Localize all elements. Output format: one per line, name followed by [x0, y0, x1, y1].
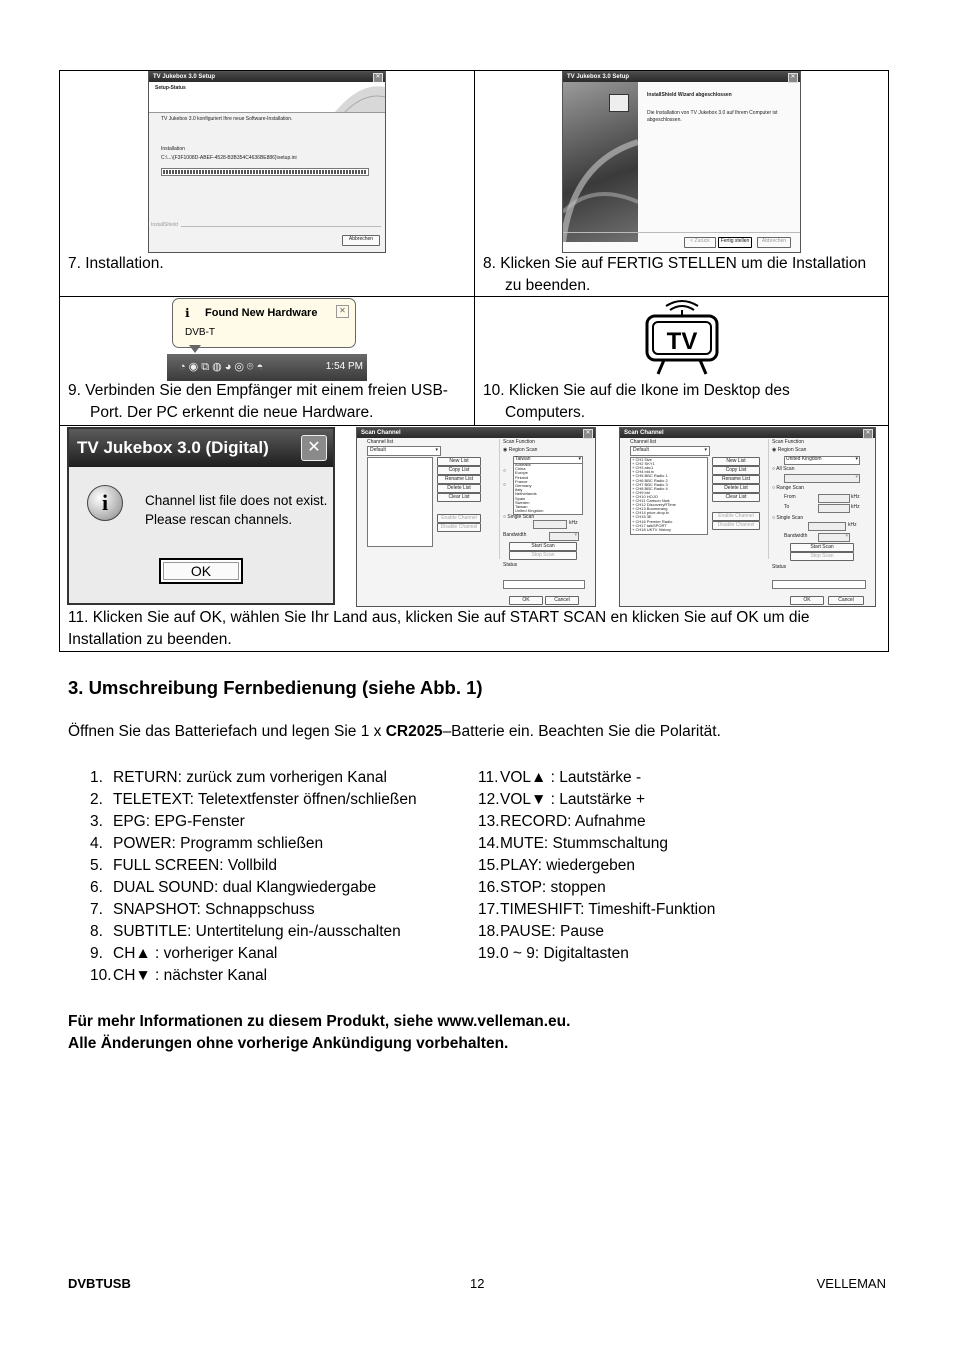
country-select[interactable]: United Kingdom ▾ — [784, 456, 860, 465]
list-item — [478, 811, 715, 833]
list-item — [90, 921, 417, 943]
item-number: 2. — [90, 791, 103, 808]
info-icon: ℹ — [185, 306, 190, 320]
tv-icon — [644, 298, 720, 378]
window-titlebar: Scan Channel ✕ — [620, 428, 875, 438]
start-scan-button[interactable]: Start Scan — [509, 542, 577, 551]
list-item — [478, 877, 715, 899]
info-note — [68, 1011, 570, 1055]
window-titlebar: TV Jukebox 3.0 Setup ✕ — [149, 72, 385, 82]
channel-item[interactable]: + CH3 abc1 — [632, 465, 654, 471]
item-text: 0 ~ 9: Digitaltasten — [500, 945, 629, 962]
item-number: 3. — [90, 813, 103, 830]
item-text: POWER: Programm schließen — [113, 835, 324, 852]
ok-button[interactable]: OK — [159, 558, 243, 584]
channel-item[interactable]: + CH1 5ive — [632, 457, 652, 462]
channel-list-button[interactable]: Clear List — [437, 493, 481, 502]
channel-list-button[interactable]: Delete List — [437, 484, 481, 493]
country-option[interactable]: Netherlands — [515, 491, 537, 497]
window-titlebar: TV Jukebox 3.0 Setup ✕ — [563, 72, 800, 82]
channel-item[interactable]: + CH11 Cartoon Nwk — [632, 498, 670, 503]
close-icon[interactable]: ✕ — [336, 305, 349, 318]
item-text: RETURN: zurück zum vorherigen Kanal — [113, 769, 387, 786]
step9-caption-line1: 9. Verbinden Sie den Empfänger mit einem freien USB- — [68, 382, 448, 399]
tray-clock: 1:54 PM — [325, 361, 363, 372]
intro-paragraph — [68, 723, 721, 741]
setup-status-screenshot — [148, 71, 386, 253]
channel-item[interactable]: + CH4 bid.tv — [632, 469, 655, 475]
item-text: SUBTITLE: Untertitelung ein-/ausschalten — [113, 923, 401, 940]
item-number: 19. — [478, 945, 500, 962]
dialog-message-line2: Please rescan channels. — [145, 512, 293, 527]
header-text: InstallShield Wizard abgeschlossen — [647, 92, 732, 98]
country-option[interactable]: China — [515, 466, 526, 472]
stop-scan-button[interactable]: Stop Scan — [509, 551, 577, 560]
chevron-down-icon: ▾ — [435, 447, 438, 453]
channel-item[interactable]: + CH13 Boomerang — [632, 506, 668, 512]
ok-button[interactable]: OK — [790, 596, 824, 605]
all-scan-select[interactable] — [784, 474, 860, 483]
list-item — [90, 833, 417, 855]
scan-function-label: Scan Function — [772, 439, 804, 445]
chevron-down-icon: ▾ — [574, 532, 577, 538]
panel-divider — [768, 439, 769, 559]
step10-caption — [483, 380, 790, 424]
item-number: 17. — [478, 901, 500, 918]
channel-list-label: Channel list — [367, 439, 394, 445]
bandwidth-select[interactable] — [549, 532, 579, 541]
country-option[interactable]: Spain — [515, 495, 526, 501]
channel-item[interactable]: + CH7 BBC Radio 3 — [632, 481, 668, 487]
channel-item[interactable]: + CH8 BBC Radio 4 — [632, 485, 668, 491]
item-number: 6. — [90, 879, 103, 896]
item-text: VOL▲ : Lautstärke - — [500, 769, 642, 786]
country-option[interactable]: Italy — [515, 487, 523, 493]
item-text: SNAPSHOT: Schnappschuss — [113, 901, 315, 918]
back-button[interactable]: < Zurück — [684, 237, 716, 248]
item-number: 9. — [90, 945, 103, 962]
status-bar — [772, 580, 866, 589]
close-icon[interactable]: ✕ — [301, 435, 327, 461]
list-item — [90, 789, 417, 811]
chevron-down-icon: ▾ — [855, 456, 858, 462]
step10-caption-line2: Computers. — [505, 404, 586, 421]
bandwidth-label: Bandwidth — [503, 532, 527, 538]
item-number: 11. — [478, 769, 499, 786]
list-item — [90, 899, 417, 921]
country-option[interactable]: Germany — [515, 483, 532, 488]
step8-caption-line2: zu beenden. — [505, 277, 591, 294]
frequency-field[interactable] — [808, 522, 846, 531]
country-option[interactable]: Taiwan — [515, 504, 528, 509]
single-scan-radio[interactable]: ○ Single Scan — [772, 515, 804, 521]
list-item — [478, 899, 715, 921]
step11-caption-line2: Installation zu beenden. — [68, 631, 232, 648]
step10-caption-line1: 10. Klicken Sie auf die Ikone im Desktop des — [483, 382, 790, 399]
dialog-titlebar — [69, 429, 333, 467]
disable-channel-button[interactable]: Disable Channel — [437, 523, 481, 532]
system-tray — [167, 354, 367, 381]
item-number: 18. — [478, 923, 500, 940]
section-heading: 3. Umschreibung Fernbedienung (siehe Abb. 1) — [68, 677, 483, 698]
channel-list-box[interactable] — [630, 457, 708, 535]
item-text: TELETEXT: Teletextfenster öffnen/schließen — [113, 791, 417, 808]
installer-icon — [609, 94, 629, 112]
column-divider — [474, 71, 475, 425]
channel-list-button[interactable]: New List — [437, 457, 481, 466]
wizard-header — [149, 82, 385, 113]
range-scan-radio[interactable]: ○ Range Scan — [772, 485, 804, 491]
scan-channel-screenshot-1: Scan Channel ✕ Channel list Default ▾ Enable Channel Disable Channel Scan Function ◉ Region Scan Taiwan ▾ Australia China Europe Finland France Germany Italy Netherlands Spain Sweden Taiwan United Kingdom ○ ○ ○ Single Scan kHz Bandwidth ▾ Start Scan Stop Scan Status OK Cancel New List Copy List Rename List Delete List Clear List — [356, 427, 596, 607]
divider — [181, 226, 381, 227]
footer-brand: VELLEMAN — [816, 1276, 886, 1291]
enable-channel-button[interactable]: Enable Channel — [712, 512, 760, 521]
intro-text-pre: Öffnen Sie das Batteriefach und legen Sie 1 x — [68, 723, 386, 740]
error-dialog-screenshot — [67, 427, 335, 605]
start-scan-button[interactable]: Start Scan — [790, 543, 854, 552]
channel-item[interactable]: + CH6 BBC Radio 2 — [632, 477, 668, 483]
country-option[interactable]: France — [515, 478, 528, 484]
channel-item[interactable]: + CH12 DiscoveryRTime — [632, 502, 676, 508]
channel-list-select[interactable]: Default ▾ — [367, 446, 441, 456]
item-text: VOL▼ : Lautstärke + — [500, 791, 646, 808]
item-number: 5. — [90, 857, 103, 874]
header-text: Setup-Status — [155, 85, 186, 91]
cancel-button[interactable]: Cancel — [545, 596, 579, 605]
list-item — [90, 943, 417, 965]
list-item — [478, 789, 715, 811]
status-bar — [503, 580, 585, 589]
step11-caption-line1: 11. Klicken Sie auf OK, wählen Sie Ihr Land aus, klicken Sie auf START SCAN en klicken Sie auf OK um die — [68, 609, 810, 626]
battery-type: CR2025 — [385, 723, 443, 740]
panel-divider — [499, 439, 500, 559]
range-scan-radio[interactable]: ○ — [503, 482, 507, 488]
balloon-tooltip — [172, 298, 356, 348]
tv-icon-label: TV — [666, 328, 698, 355]
dialog-message-line1: Channel list file does not exist. — [145, 493, 328, 508]
progress-bar — [161, 168, 369, 176]
item-text: RECORD: Aufnahme — [500, 813, 646, 830]
item-text: FULL SCREEN: Vollbild — [113, 857, 277, 874]
channel-item[interactable]: + CH16 Premier Radio — [632, 518, 673, 524]
divider — [563, 232, 800, 233]
item-text: STOP: stoppen — [500, 879, 606, 896]
country-option[interactable]: Finland — [515, 474, 529, 480]
stop-scan-button[interactable]: Stop Scan — [790, 552, 854, 561]
window-titlebar: Scan Channel ✕ — [357, 428, 595, 438]
remote-button-list-left — [90, 767, 417, 987]
item-text: DUAL SOUND: dual Klangwiedergabe — [113, 879, 377, 896]
remote-button-list-right — [478, 767, 715, 965]
from-field[interactable] — [818, 494, 850, 503]
found-hardware-screenshot — [167, 297, 367, 381]
list-item — [90, 767, 417, 789]
from-label: From — [784, 494, 796, 500]
tray-icons: ◔◉⧉◍◕◎⌾◓ — [179, 361, 267, 373]
country-option[interactable]: Sweden — [515, 499, 530, 505]
scan-function-label: Scan Function — [503, 439, 535, 445]
close-icon: ✕ — [863, 429, 873, 439]
list-item — [478, 833, 715, 855]
balloon-pointer — [189, 345, 201, 353]
dialog-title: TV Jukebox 3.0 (Digital) — [77, 438, 269, 457]
item-number: 4. — [90, 835, 103, 852]
country-select[interactable]: Taiwan ▾ — [513, 456, 583, 465]
item-number: 12. — [478, 791, 500, 808]
intro-text-post: –Batterie ein. Beachten Sie die Polarität. — [442, 723, 721, 740]
info-note-line1: Für mehr Informationen zu diesem Produkt, siehe www.velleman.eu. — [68, 1013, 571, 1030]
page-number: 12 — [470, 1276, 485, 1291]
list-item — [478, 943, 715, 965]
ok-button[interactable]: OK — [509, 596, 543, 605]
channel-list-box[interactable] — [367, 457, 433, 547]
all-scan-radio[interactable]: ○ — [503, 468, 507, 474]
channel-list-button[interactable]: Delete List — [712, 484, 760, 493]
all-scan-radio[interactable]: ○ All Scan — [772, 466, 795, 472]
channel-item[interactable]: + CH18 UKTV History — [632, 526, 672, 532]
info-note-line2: Alle Änderungen ohne vorherige Ankündigung vorbehalten. — [68, 1035, 509, 1052]
side-banner — [563, 82, 638, 242]
channel-list-button[interactable]: Copy List — [437, 466, 481, 475]
channel-list-select[interactable]: Default ▾ — [630, 446, 710, 456]
item-number: 1. — [90, 769, 103, 786]
channel-list-button[interactable]: Rename List — [437, 475, 481, 484]
bandwidth-label: Bandwidth — [784, 533, 808, 539]
item-text: CH▼ : nächster Kanal — [113, 967, 268, 984]
disable-channel-button[interactable]: Disable Channel — [712, 521, 760, 530]
channel-item[interactable]: + CH17 talkSPORT — [632, 522, 667, 528]
channel-item[interactable]: + CH9 bid — [632, 489, 650, 495]
list-item — [478, 921, 715, 943]
item-text: EPG: EPG-Fenster — [113, 813, 245, 830]
country-option[interactable]: Europe — [515, 470, 528, 476]
list-item — [90, 855, 417, 877]
bandwidth-select[interactable] — [818, 533, 850, 542]
item-number: 13. — [478, 813, 500, 830]
cancel-button[interactable]: Abbrechen — [757, 237, 791, 248]
item-number: 14. — [478, 835, 500, 852]
device-name: DVB-T — [185, 327, 215, 338]
country-option[interactable]: United Kingdom — [515, 508, 544, 514]
channel-list-button[interactable]: Clear List — [712, 493, 760, 502]
country-dropdown-list[interactable] — [513, 463, 583, 515]
item-number: 7. — [90, 901, 103, 918]
list-item — [478, 855, 715, 877]
close-icon: ✕ — [788, 73, 798, 83]
chevron-down-icon: ▾ — [855, 474, 858, 480]
item-number: 10. — [90, 967, 112, 984]
channel-list-button[interactable]: Rename List — [712, 475, 760, 484]
list-item — [478, 767, 715, 789]
step9-caption-line2: Port. Der PC erkennt die neue Hardware. — [90, 404, 374, 421]
item-number: 8. — [90, 923, 103, 940]
complete-message: Die Installation von TV Jukebox 3.0 auf Ihrem Computer ist abgeschlossen. — [647, 110, 778, 123]
item-number: 15. — [478, 857, 500, 874]
step8-caption-line1: 8. Klicken Sie auf FERTIG STELLEN um die Installation — [483, 255, 867, 272]
step7-caption: 7. Installation. — [68, 255, 164, 272]
list-item — [90, 811, 417, 833]
step11-caption — [68, 607, 810, 651]
item-text: MUTE: Stummschaltung — [500, 835, 668, 852]
wizard-complete-screenshot — [562, 71, 801, 253]
close-icon: ✕ — [583, 429, 593, 439]
item-text: PLAY: wiedergeben — [500, 857, 636, 874]
channel-item[interactable]: + CH10 HOJO — [632, 493, 658, 499]
item-text: PAUSE: Pause — [500, 923, 604, 940]
finish-button[interactable]: Fertig stellen — [718, 237, 752, 248]
step8-caption — [483, 253, 866, 297]
region-scan-radio[interactable]: ◉ Region Scan — [503, 447, 538, 453]
enable-channel-button[interactable]: Enable Channel — [437, 514, 481, 523]
frequency-field[interactable] — [533, 520, 567, 529]
item-number: 16. — [478, 879, 500, 896]
to-label: To — [784, 504, 790, 510]
channel-list-button[interactable]: Copy List — [712, 466, 760, 475]
swirl-graphic — [335, 82, 385, 112]
progress-fill — [163, 170, 367, 174]
list-item — [90, 877, 417, 899]
scan-channel-screenshot-2: Scan Channel ✕ Channel list Default ▾ + CH1 5ive + CH2 SKY1 + CH3 abc1 + CH4 bid.tv + CH5 BBC Radio 1 + CH6 BBC Radio 2 + CH7 BBC Radio 3 + CH8 BBC Radio 4 + CH9 bid + CH10 HOJO + CH11 Cartoon Nwk + CH12 DiscoveryRTime + CH13 Boomerang + CH14 price-drop.tv + CH15 3E + CH16 Premier Radio + CH17 talkSPORT + CH18 UKTV History Enable Channel Disable Channel Scan Function ◉ Region Scan United Kingdom ▾ ○ All Scan ▾ ○ Range Scan From kHz To kHz ○ Single Scan kHz Bandwidth ▾ Start Scan Stop Scan Status OK Cancel New List Copy List Rename List Delete List Clear List — [619, 427, 876, 607]
chevron-down-icon: ▾ — [578, 456, 581, 462]
chevron-down-icon: ▾ — [845, 533, 848, 539]
footer-product-code: DVBTUSB — [68, 1276, 131, 1291]
chevron-down-icon: ▾ — [704, 447, 707, 453]
installshield-brand: InstallShield — [151, 222, 178, 228]
item-text: TIMESHIFT: Timeshift-Funktion — [500, 901, 716, 918]
status-label: Status — [772, 564, 787, 570]
step9-caption — [68, 380, 448, 424]
channel-list-label: Channel list — [630, 439, 657, 445]
channel-item[interactable]: + CH2 SKY1 — [632, 461, 655, 467]
close-icon: ✕ — [373, 73, 383, 83]
cancel-button[interactable]: Cancel — [828, 596, 864, 605]
status-line: TV Jukebox 3.0 konfiguriert Ihre neue Software-Installation. — [161, 116, 293, 122]
row-divider — [60, 425, 888, 426]
tv-desktop-icon[interactable] — [644, 298, 720, 378]
list-item — [90, 965, 417, 987]
region-scan-radio[interactable]: ◉ Region Scan — [772, 447, 807, 453]
channel-item[interactable]: + CH14 price-drop.tv — [632, 510, 670, 516]
file-path: C:\...\{F3F1008D-ABEF-4528-B3B354C4636BE886}\setup.ini — [161, 155, 297, 161]
channel-item[interactable]: + CH5 BBC Radio 1 — [632, 473, 668, 479]
channel-item[interactable]: + CH15 3E — [632, 514, 652, 520]
cancel-button[interactable]: Abbrechen — [342, 235, 380, 246]
channel-list-button[interactable]: New List — [712, 457, 760, 466]
balloon-title: Found New Hardware — [205, 307, 318, 319]
item-text: CH▲ : vorheriger Kanal — [113, 945, 278, 962]
single-scan-radio[interactable]: ○ Single Scan — [503, 514, 535, 520]
info-icon: i — [87, 485, 123, 521]
swirl-graphic — [563, 122, 638, 242]
country-option[interactable]: Australia — [515, 463, 531, 467]
to-field[interactable] — [818, 504, 850, 513]
status-label: Status — [503, 562, 518, 568]
installation-label: Installation — [161, 146, 185, 152]
